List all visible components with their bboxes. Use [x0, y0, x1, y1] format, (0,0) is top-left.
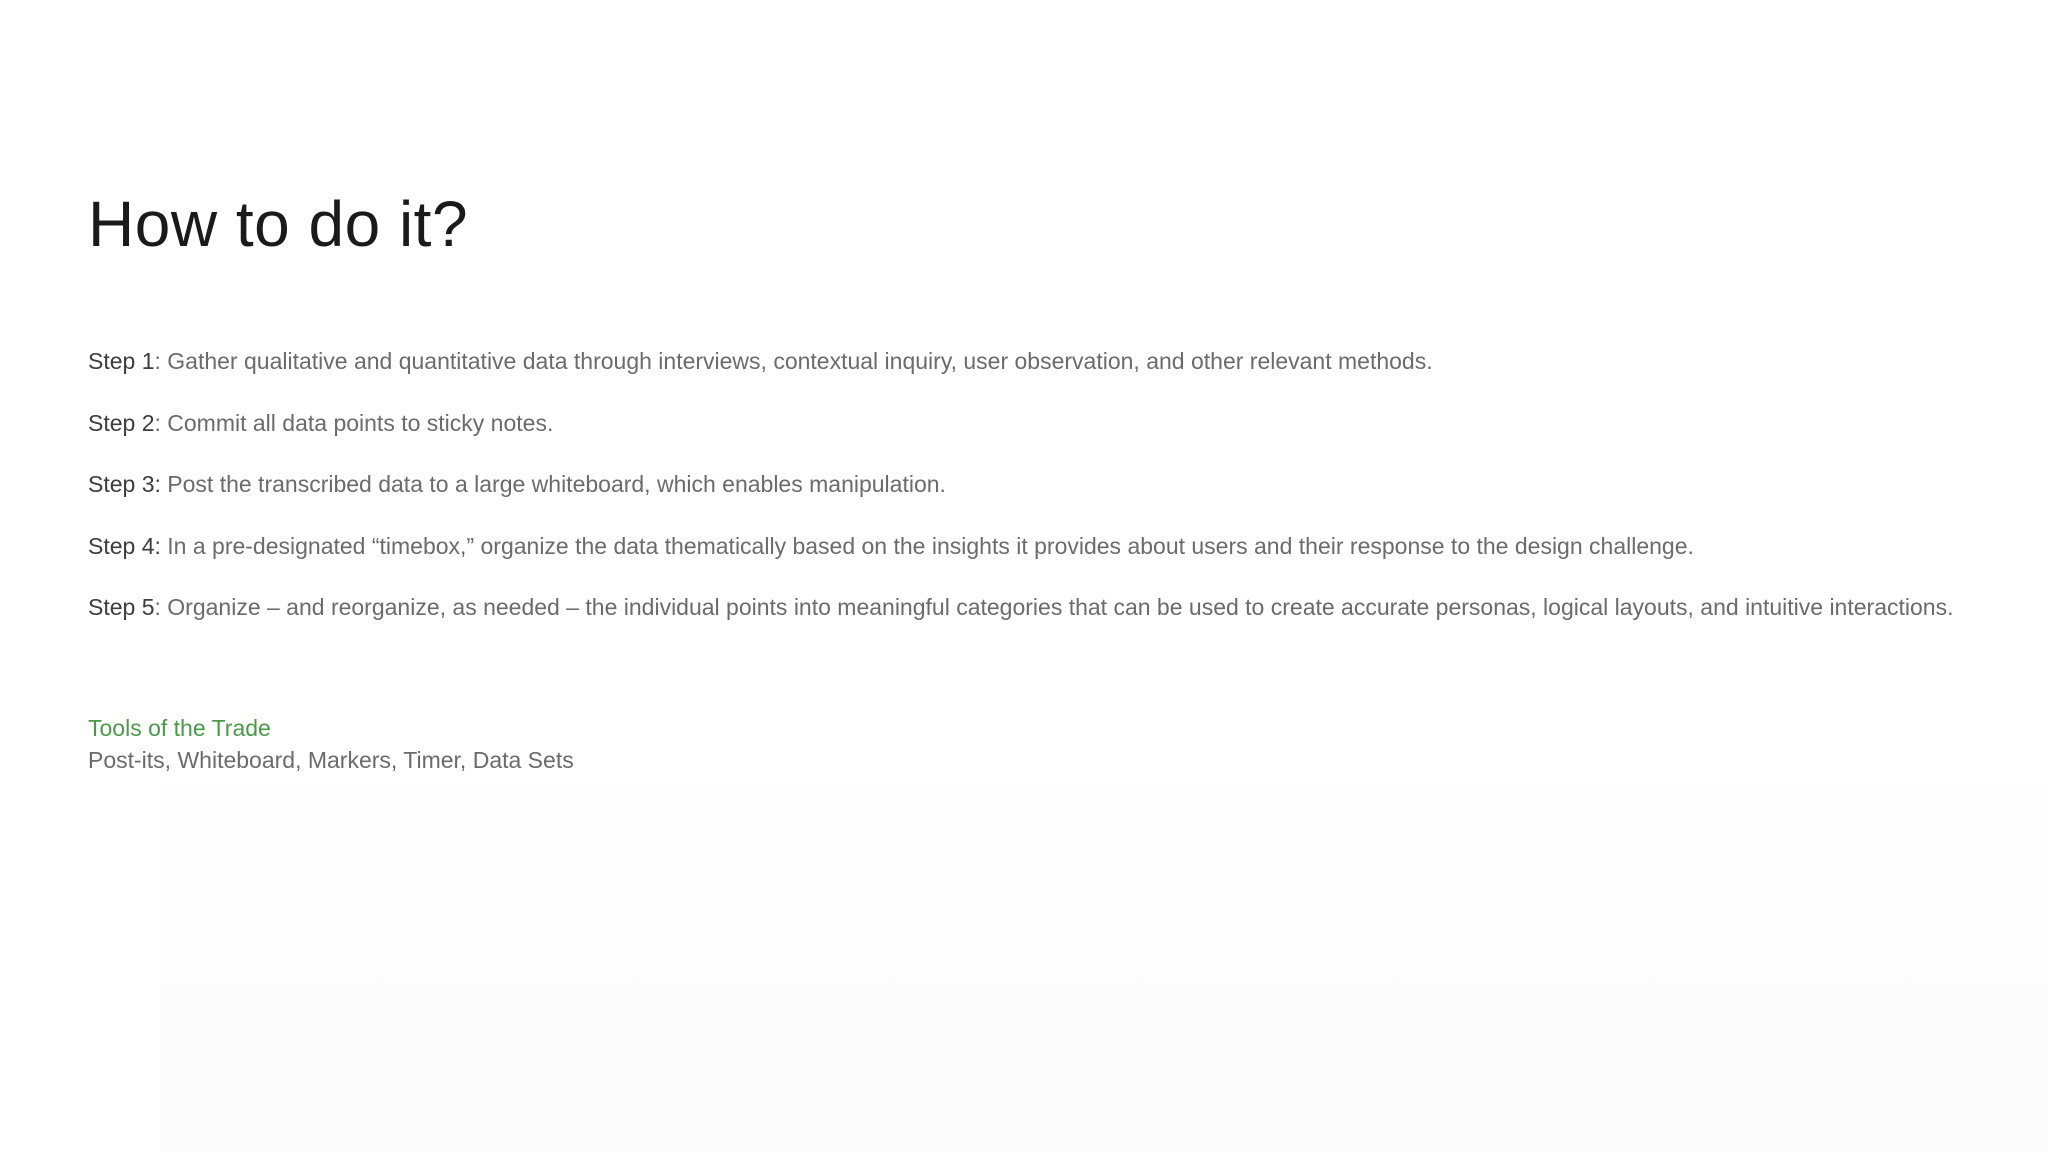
step-separator: :	[154, 348, 161, 374]
step-separator: :	[154, 594, 161, 620]
step-separator: :	[154, 409, 161, 436]
step-label: Step 3:	[88, 471, 161, 497]
step-label: Step 5	[88, 594, 155, 620]
step-item-1	[88, 343, 2028, 379]
step-item-4	[88, 528, 2028, 564]
step-item-3	[88, 466, 2028, 502]
step-text: Gather qualitative and quantitative data through interviews, contextual inquiry, user observation, and other relevant methods.	[160, 348, 1433, 374]
slide-title: How to do it?	[88, 188, 469, 260]
step-text: Commit all data points to sticky notes.	[160, 409, 554, 436]
step-item-5	[88, 589, 2028, 625]
step-label: Step 4:	[88, 532, 161, 559]
step-text: Post the transcribed data to a large whiteboard, which enables manipulation.	[160, 471, 946, 497]
step-item-2	[88, 405, 2028, 441]
background-panel	[160, 760, 2048, 1152]
step-text: Organize – and reorganize, as needed – the individual points into meaningful categories that can be used to create accurate personas, logical layouts, and intuitive interactions.	[160, 594, 1954, 620]
steps-list	[88, 343, 2028, 651]
step-label: Step 2	[88, 409, 155, 436]
tools-heading: Tools of the Trade	[88, 715, 271, 741]
step-text: In a pre-designated “timebox,” organize the data thematically based on the insights it provides about users and their response to the design challenge.	[160, 532, 1694, 559]
tools-list: Post-its, Whiteboard, Markers, Timer, Data Sets	[88, 747, 574, 773]
step-label: Step 1	[88, 348, 155, 374]
